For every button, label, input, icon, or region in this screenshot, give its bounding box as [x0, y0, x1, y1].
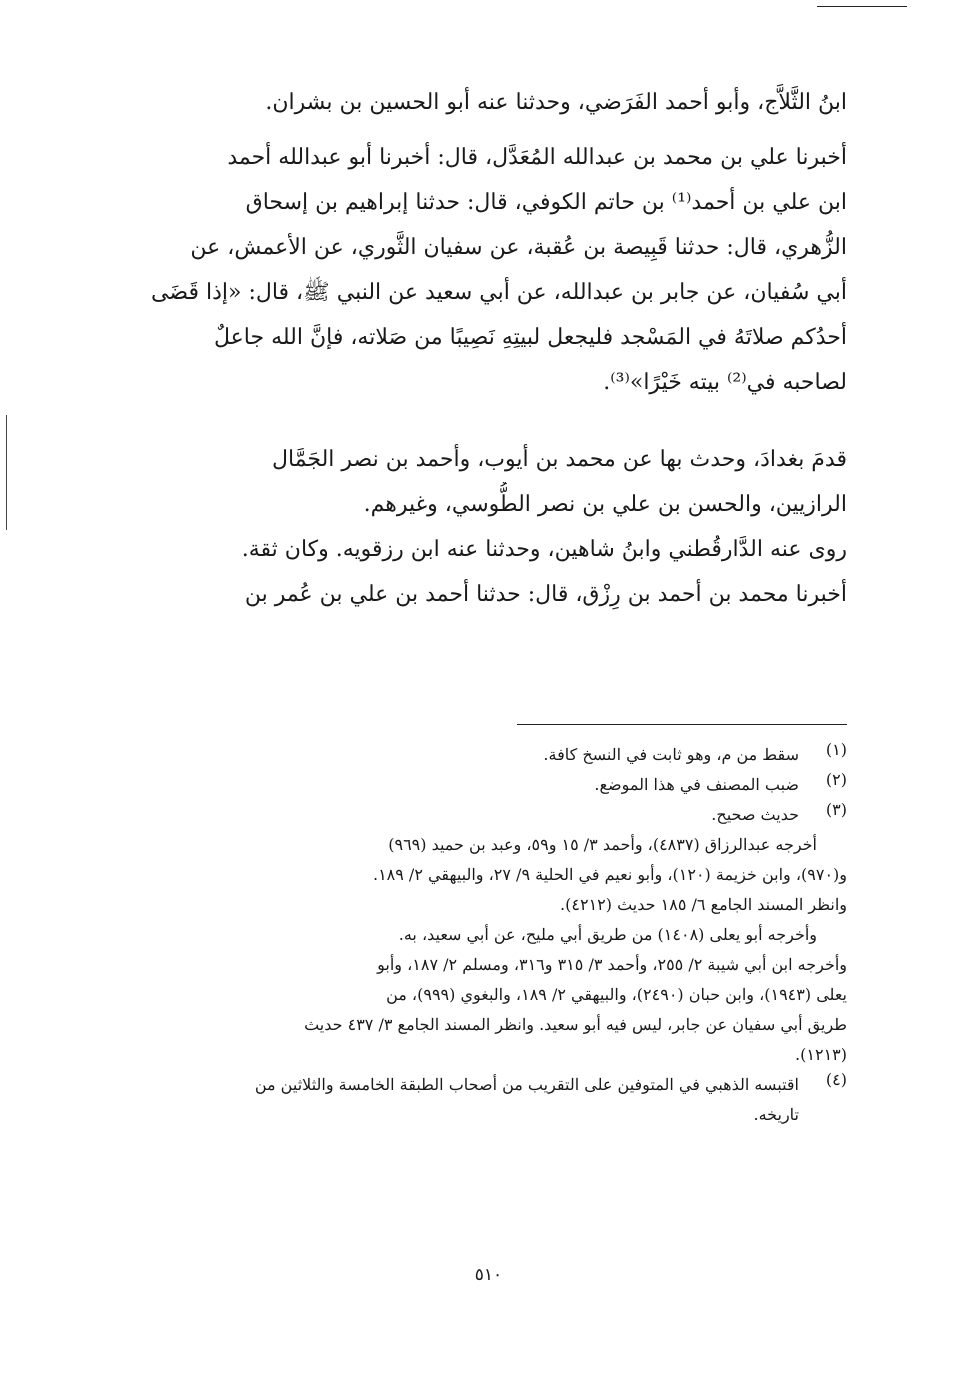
footnote-4: [140, 1070, 847, 1130]
scan-margin-mark: [6, 415, 7, 530]
footnote-line: وأخرجه أبو يعلى (١٤٠٨) من طريق أبي مليح، عن أبي سعيد، به.: [398, 925, 817, 944]
text-line: الرازيين، والحسن بن علي بن نصر الطُّوسي، وغيرهم.: [363, 492, 847, 517]
paragraph-biography: [140, 437, 847, 527]
footnote-line: وانظر المسند الجامع ٦/ ١٨٥ حديث (٤٢١٢).: [560, 895, 847, 914]
top-rule: [817, 6, 907, 7]
footnote-3-detail: [140, 830, 847, 1070]
footnote-line: سقط من م، وهو ثابت في النسخ كافة.: [543, 745, 799, 764]
footnote-line: حديث صحيح.: [711, 805, 799, 824]
text-line: روى عنه الدَّارقُطني وابنُ شاهين، وحدثنا عنه ابن رزقويه. وكان ثقة.: [241, 537, 847, 562]
text-line: أحدُكم صلاتَهُ في المَسْجد فليجعل لبيتِهِ نَصِيبًا من صَلاته، فإنَّ الله جاعلٌ: [213, 325, 847, 350]
text-line: الزُّهري، قال: حدثنا قَبِيصة بن عُقبة، عن سفيان الثَّوري، عن الأعمش، عن: [190, 235, 847, 260]
footnote-line: وأخرجه ابن أبي شيبة ٢/ ٢٥٥، وأحمد ٣/ ٣١٥ و٣١٦، ومسلم ٢/ ١٨٧، وأبو: [377, 955, 847, 974]
footnote-1: [140, 740, 847, 770]
footnote-line: (١٢١٣).: [795, 1045, 847, 1064]
footnote-line: و(٩٧٠)، وابن خزيمة (١٢٠)، وأبو نعيم في الحلية ٩/ ٢٧، والبيهقي ٢/ ١٨٩.: [372, 865, 847, 884]
text-line: ابن علي بن أحمد⁽¹⁾ بن حاتم الكوفي، قال: حدثنا إبراهيم بن إسحاق: [245, 190, 847, 215]
page-number: ٥١٠: [474, 1265, 503, 1285]
footnote-number: (٤): [825, 1070, 847, 1089]
footnotes: [140, 740, 847, 1130]
main-text: [140, 80, 847, 617]
text-line: ابنُ الثَّلاَّج، وأبو أحمد الفَرَضي، وحدثنا عنه أبو الحسين بن بشران.: [265, 90, 847, 115]
text-line: أخبرنا علي بن محمد بن عبدالله المُعَدَّل، قال: أخبرنا أبو عبدالله أحمد: [227, 145, 847, 170]
text-line: لصاحبه في⁽²⁾ بيته خَيْرًا»⁽³⁾.: [603, 370, 847, 395]
text-line: أبي سُفيان، عن جابر بن عبدالله، عن أبي سعيد عن النبي ﷺ، قال: «إذا قَضَى: [151, 280, 847, 305]
footnote-line: ضبب المصنف في هذا الموضع.: [594, 775, 799, 794]
footnote-number: (٢): [825, 770, 847, 789]
footnote-line: تاريخه.: [753, 1105, 799, 1124]
text-line: أخبرنا محمد بن أحمد بن رِزْق، قال: حدثنا أحمد بن علي بن عُمر بن: [244, 582, 847, 607]
footnote-line: اقتبسه الذهبي في المتوفين على التقريب من أصحاب الطبقة الخامسة والثلاثين من: [254, 1075, 799, 1094]
footnote-line: أخرجه عبدالرزاق (٤٨٣٧)، وأحمد ٣/ ١٥ و٥٩، وعبد بن حميد (٩٦٩): [388, 835, 817, 854]
footnote-3: [140, 800, 847, 830]
footnote-number: (٣): [825, 800, 847, 819]
footnote-number: (١): [825, 740, 847, 759]
paragraph-hadith: [140, 135, 847, 405]
paragraph-narrators: [140, 527, 847, 572]
footnote-separator: [517, 724, 847, 725]
text-line: قدمَ بغدادَ، وحدث بها عن محمد بن أيوب، وأحمد بن نصر الجَمَّال: [272, 447, 847, 472]
paragraph-continuation: [140, 80, 847, 125]
footnote-line: طريق أبي سفيان عن جابر، ليس فيه أبو سعيد. وانظر المسند الجامع ٣/ ٤٣٧ حديث: [304, 1015, 847, 1034]
paragraph-chain: [140, 572, 847, 617]
footnote-line: يعلى (١٩٤٣)، وابن حبان (٢٤٩٠)، والبيهقي ٢/ ١٨٩، والبغوي (٩٩٩)، من: [386, 985, 847, 1004]
footnote-2: [140, 770, 847, 800]
